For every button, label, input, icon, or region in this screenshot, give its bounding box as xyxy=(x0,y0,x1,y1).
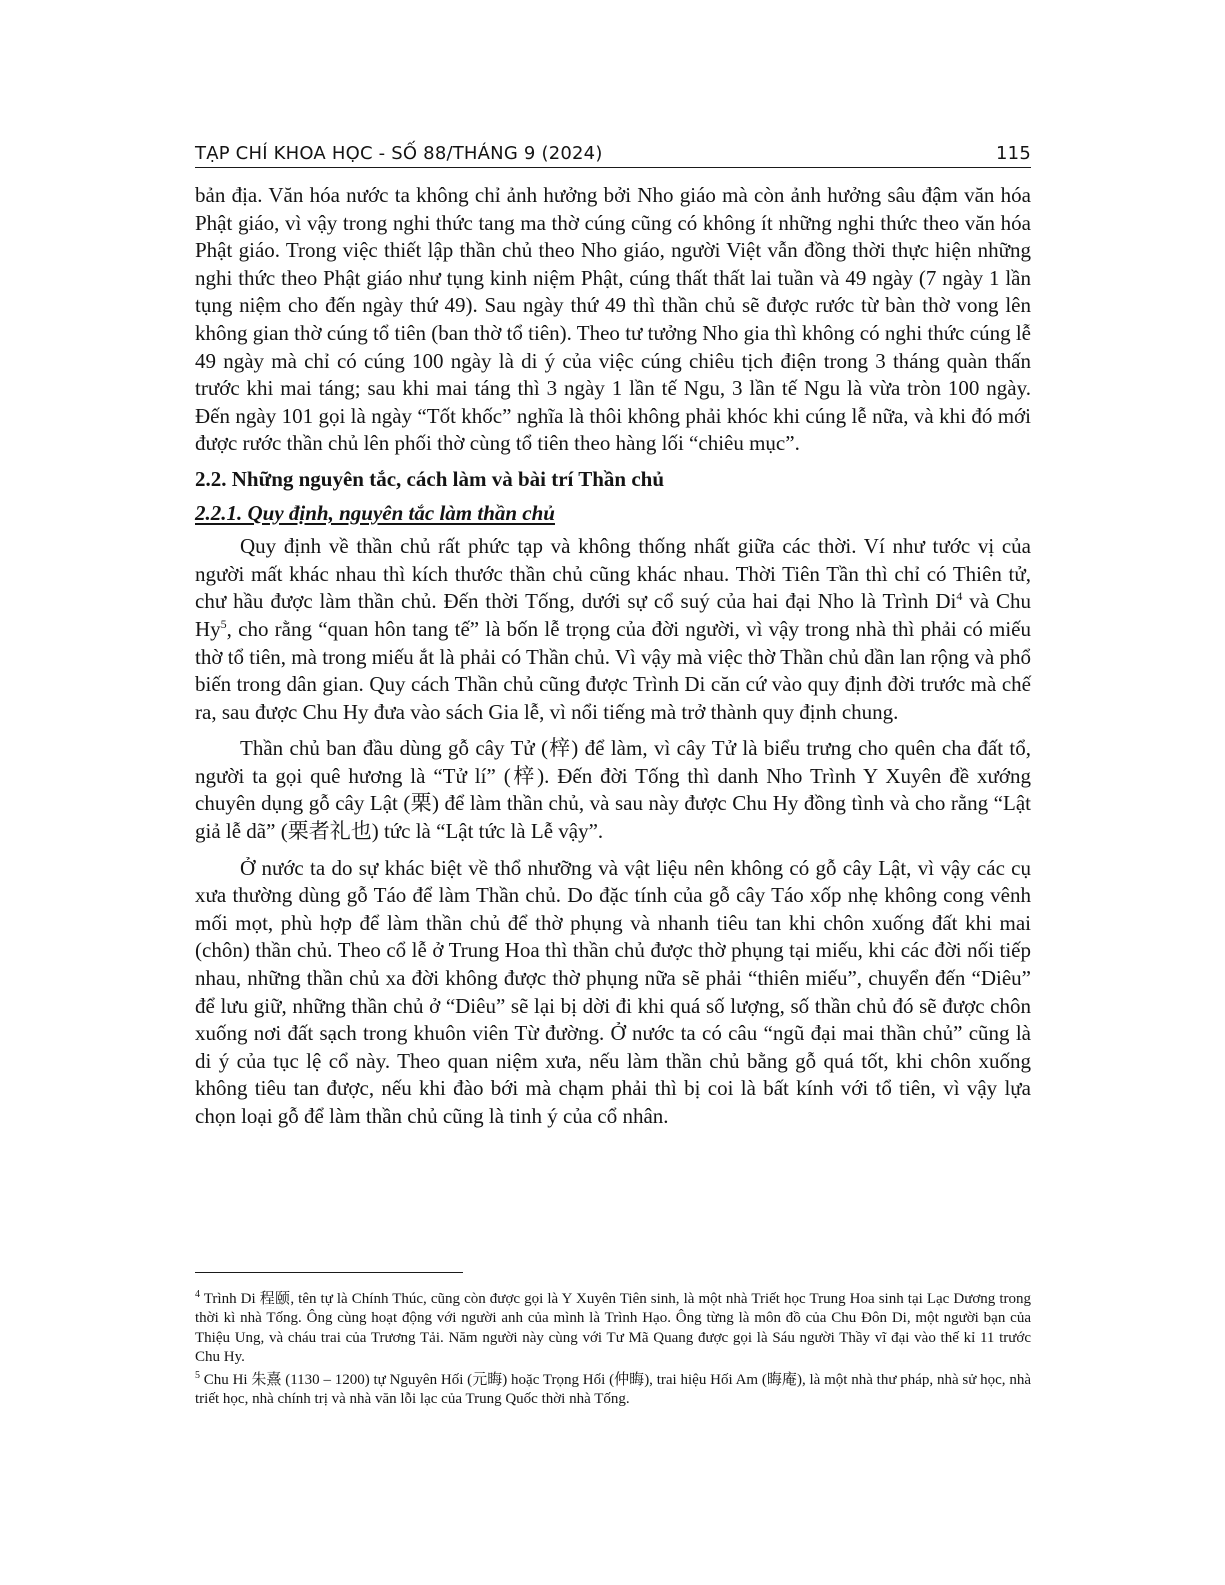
subsection-heading: 2.2.1. Quy định, nguyên tắc làm thần chủ xyxy=(195,500,555,525)
footnote-divider xyxy=(195,1272,463,1273)
paragraph-vietnam-practice: Ở nước ta do sự khác biệt về thổ nhưỡng và vật liệu nên không có gỗ cây Lật, vì vậy các cụ xưa thường dùng gỗ Táo để làm Thần chủ. Do đặc tính của gỗ cây Táo xốp nhẹ không cong vênh mối mọt, phù hợp để làm thần chủ để thờ phụng và nhanh tiêu tan khi chôn xuống đất khi mai (chôn) thần chủ. Theo cổ lễ ở Trung Hoa thì thần chủ được thờ phụng tại miếu, khi các đời nối tiếp nhau, những thần chủ xa đời không được thờ phụng nữa sẽ phải “thiên miếu”, chuyển đến “Diêu” để lưu giữ, những thần chủ ở “Diêu” sẽ lại bị dời đi khi quá số lượng, số thần chủ đó sẽ được chôn xuống nơi đất sạch trong khuôn viên Từ đường. Ở nước ta có câu “ngũ đại mai thần chủ” cũng là di ý của tục lệ cổ này. Theo quan niệm xưa, nếu làm thần chủ bằng gỗ quá tốt, khi chôn xuống không tiêu tan được, nếu khi đào bới mà chạm phải thì bị coi là bất kính với tổ tiên, vì vậy lựa chọn loại gỗ để làm thần chủ cũng là tinh ý của cổ nhân. xyxy=(195,855,1031,1128)
paragraph-continued: bản địa. Văn hóa nước ta không chỉ ảnh hưởng bởi Nho giáo mà còn ảnh hưởng sâu đậm văn hóa Phật giáo, vì vậy trong nghi thức tang ma thờ cúng cũng có không ít những nghi thức theo văn hóa Phật giáo. Trong việc thiết lập thần chủ theo Nho giáo, người Việt vẫn đồng thời thực hiện những nghi thức theo Phật giáo như tụng kinh niệm Phật, cúng thất thất lai tuần và 49 ngày (7 ngày 1 lần tụng niệm cho đến ngày thứ 49). Sau ngày thứ 49 thì thần chủ sẽ được rước từ bàn thờ vong lên không gian thờ cúng tổ tiên (ban thờ tổ tiên). Theo tư tưởng Nho gia thì không có nghi thức cúng lễ 49 ngày mà chỉ có cúng 100 ngày là di ý của việc cúng chiêu tịch điện trong 3 tháng quàn thấn trước khi mai táng; sau khi mai táng thì 3 ngày 1 lần tế Ngu, 3 lần tế Ngu là vừa tròn 100 ngày. Đến ngày 101 gọi là ngày “Tốt khốc” nghĩa là thôi không phải khóc khi cúng lễ nữa, và khi đó mới được rước thần chủ lên phối thờ cùng tổ tiên theo hàng lối “chiêu mục”. xyxy=(195,183,1031,456)
paragraph-regulations xyxy=(195,533,1031,726)
footnote-text: Trình Di 程颐, tên tự là Chính Thúc, cũng còn được gọi là Y Xuyên Tiên sinh, là một nhà Triết học Trung Hoa sinh tại Lạc Dương trong thời kì nhà Tống. Ông cùng hoạt động với người anh của mình là Trình Hạo. Ông từng là môn đồ của Chu Đôn Di, một người bạn của Thiệu Ung, và cháu trai của Trương Tải. Năm người này cùng với Tư Mã Quang được gọi là Sáu người Thầy vĩ đại vào thế kỉ 11 trước Chu Hy. xyxy=(195,1291,1031,1366)
article-body xyxy=(195,182,1031,1131)
paragraph-text: , cho rằng “quan hôn tang tế” là bốn lễ trọng của đời người, vì vậy trong nhà thì phải có miếu thờ tổ tiên, mà trong miếu ắt là phải có Thần chủ. Vì vậy mà việc thờ Thần chủ dần lan rộng và phổ biến trong dân gian. Quy cách Thần chủ cũng được Trình Di căn cứ vào quy định đời trước mà chế ra, sau được Chu Hy đưa vào sách Gia lễ, vì nổi tiếng mà trở thành quy định chung. xyxy=(195,616,1031,724)
footnote-ref-5[interactable]: 5 xyxy=(220,616,227,631)
footnote-text: Chu Hi 朱熹 (1130 – 1200) tự Nguyên Hối (元晦) hoặc Trọng Hối (仲晦), trai hiệu Hối Am (晦庵), là một nhà thư pháp, nhà sử học, nhà triết học, nhà chính trị và nhà văn lỗi lạc của Trung Quốc thời nhà Tống. xyxy=(195,1371,1031,1408)
paragraph-wood-type: Thần chủ ban đầu dùng gỗ cây Tử (梓) để làm, vì cây Tử là biểu trưng cho quên cha đất tổ, người ta gọi quê hương là “Tử lí” (梓). Đến đời Tống thì danh Nho Trình Y Xuyên đề xướng chuyên dụng gỗ cây Lật (栗) để làm thần chủ, và sau này được Chu Hy đồng tình và cho rằng “Lật giả lễ dã” (栗者礼也) tức là “Lật tức là Lễ vậy”. xyxy=(195,736,1031,844)
journal-title: TẠP CHÍ KHOA HỌC - SỐ 88/THÁNG 9 (2024) xyxy=(195,143,603,164)
footnote-mark-4: 4 xyxy=(195,1289,200,1300)
running-header xyxy=(195,138,1031,168)
footnote-5 xyxy=(195,1371,1031,1410)
paragraph-text: Quy định về thần chủ rất phức tạp và không thống nhất giữa các thời. Ví như tước vị của người mất khác nhau thì kích thước thần chủ cũng khác nhau. Thời Tiên Tần thì chỉ có Thiên tử, chư hầu được làm thần chủ. Đến thời Tống, dưới sự cổ suý của hai đại Nho là Trình Di xyxy=(195,534,1031,614)
page-number: 115 xyxy=(996,143,1031,164)
footnotes xyxy=(195,1290,1031,1412)
section-heading: 2.2. Những nguyên tắc, cách làm và bài trí Thần chủ xyxy=(195,466,665,491)
paragraph-text: và Chu Hy xyxy=(195,589,1032,641)
page-content xyxy=(195,138,1031,1140)
footnote-4 xyxy=(195,1290,1031,1368)
footnote-mark-5: 5 xyxy=(195,1369,200,1381)
footnote-ref-4[interactable]: 4 xyxy=(956,589,963,604)
